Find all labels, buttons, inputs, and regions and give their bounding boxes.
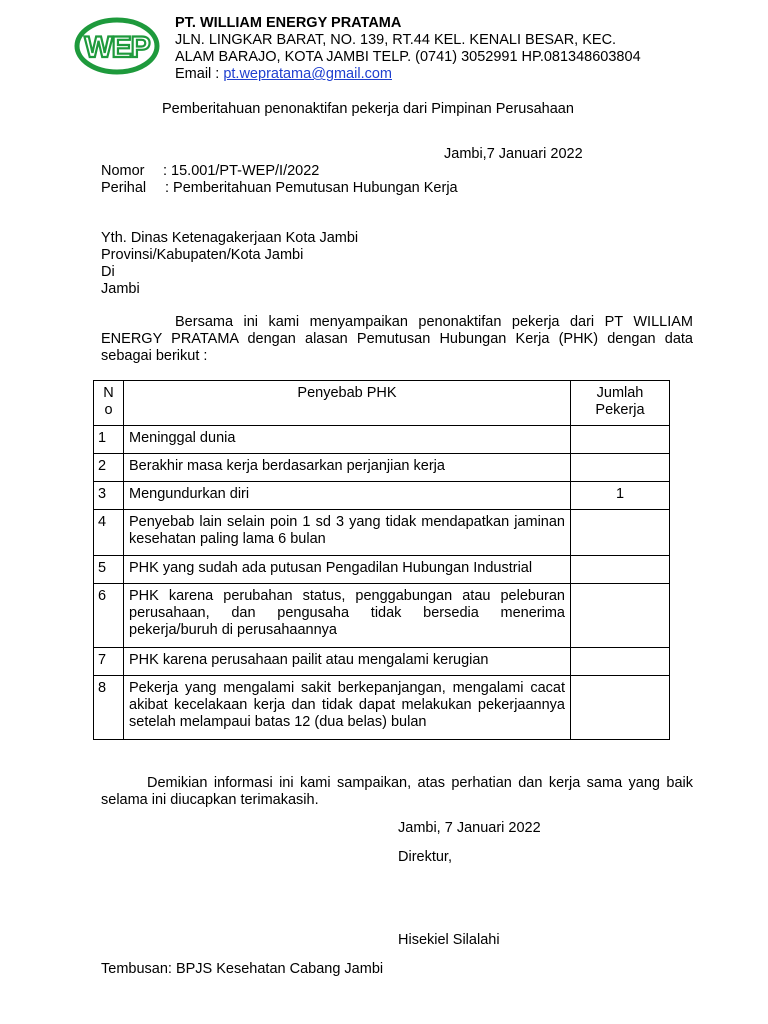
- recipient-line-1: Yth. Dinas Ketenagakerjaan Kota Jambi: [101, 230, 359, 246]
- row-count: [571, 454, 670, 482]
- row-reason: Mengundurkan diri: [124, 482, 571, 510]
- table-row: [94, 648, 670, 676]
- company-name: PT. WILLIAM ENERGY PRATAMA: [175, 15, 402, 31]
- letterhead: [175, 15, 641, 83]
- header-count: Jumlah Pekerja: [571, 381, 670, 426]
- row-count: [571, 510, 670, 556]
- row-no: 4: [94, 510, 124, 556]
- recipient-line-4: Jambi: [101, 281, 140, 297]
- row-count: [571, 556, 670, 584]
- company-logo: [74, 16, 160, 76]
- row-count: [571, 648, 670, 676]
- phk-table: [93, 380, 670, 740]
- table-row: [94, 482, 670, 510]
- row-no: 1: [94, 426, 124, 454]
- email-line: [175, 66, 641, 83]
- perihal-label: Perihal: [101, 180, 147, 196]
- letter-heading: Pemberitahuan penonaktifan pekerja dari Pimpinan Perusahaan: [162, 101, 574, 117]
- address-line-1: JLN. LINGKAR BARAT, NO. 139, RT.44 KEL. KENALI BESAR, KEC.: [175, 32, 617, 48]
- carbon-copy: Tembusan: BPJS Kesehatan Cabang Jambi: [101, 961, 384, 977]
- table-row: [94, 584, 670, 648]
- signature-date: Jambi, 7 Januari 2022: [398, 820, 541, 836]
- header-reason: Penyebab PHK: [124, 381, 571, 426]
- row-no: 5: [94, 556, 124, 584]
- row-count: [571, 676, 670, 740]
- closing-paragraph: Demikian informasi ini kami sampaikan, atas perhatian dan kerja sama yang baik selama ini diucapkan terimakasih.: [101, 775, 693, 808]
- row-reason: Meninggal dunia: [124, 426, 571, 454]
- row-reason: Berakhir masa kerja berdasarkan perjanjian kerja: [124, 454, 571, 482]
- table-row: [94, 510, 670, 556]
- row-no: 6: [94, 584, 124, 648]
- letter-date: Jambi,7 Januari 2022: [444, 146, 583, 162]
- row-no: 3: [94, 482, 124, 510]
- recipient-block: [101, 230, 358, 298]
- table-row: [94, 556, 670, 584]
- table-row: [94, 426, 670, 454]
- signature-title: Direktur,: [398, 849, 452, 865]
- recipient-line-2: Provinsi/Kabupaten/Kota Jambi: [101, 247, 304, 263]
- header-no: N o: [94, 381, 124, 426]
- nomor-label: Nomor: [101, 163, 145, 179]
- signature-name: Hisekiel Silalahi: [398, 932, 500, 948]
- row-no: 8: [94, 676, 124, 740]
- table-header-row: [94, 381, 670, 426]
- table-row: [94, 454, 670, 482]
- row-reason: PHK yang sudah ada putusan Pengadilan Hubungan Industrial: [124, 556, 571, 584]
- row-reason: Pekerja yang mengalami sakit berkepanjangan, mengalami cacat akibat kecelakaan kerja dan tidak dapat melakukan pekerjaannya setelah melampaui batas 12 (dua belas) bulan: [124, 676, 571, 740]
- table-row: [94, 676, 670, 740]
- email-link[interactable]: pt.wepratama@gmail.com: [223, 66, 392, 82]
- row-count: [571, 584, 670, 648]
- row-reason: PHK karena perusahaan pailit atau mengalami kerugian: [124, 648, 571, 676]
- recipient-line-3: Di: [101, 264, 115, 280]
- row-no: 7: [94, 648, 124, 676]
- row-reason: PHK karena perubahan status, penggabungan atau peleburan perusahaan, dan pengusaha tidak bersedia menerima pekerja/buruh di perusahaannya: [124, 584, 571, 648]
- email-label: Email :: [175, 66, 224, 82]
- row-count: 1: [571, 482, 670, 510]
- intro-paragraph: Bersama ini kami menyampaikan penonaktifan pekerja dari PT WILLIAM ENERGY PRATAMA dengan alasan Pemutusan Hubungan Kerja (PHK) dengan data sebagai berikut :: [101, 314, 693, 364]
- nomor-value: : 15.001/PT-WEP/I/2022: [163, 163, 320, 179]
- row-no: 2: [94, 454, 124, 482]
- address-line-2: ALAM BARAJO, KOTA JAMBI TELP. (0741) 3052991 HP.081348603804: [175, 49, 641, 65]
- logo-text: WEP: [84, 31, 150, 64]
- row-reason: Penyebab lain selain poin 1 sd 3 yang tidak mendapatkan jaminan kesehatan paling lama 6 bulan: [124, 510, 571, 556]
- row-count: [571, 426, 670, 454]
- perihal-value: : Pemberitahuan Pemutusan Hubungan Kerja: [165, 180, 458, 196]
